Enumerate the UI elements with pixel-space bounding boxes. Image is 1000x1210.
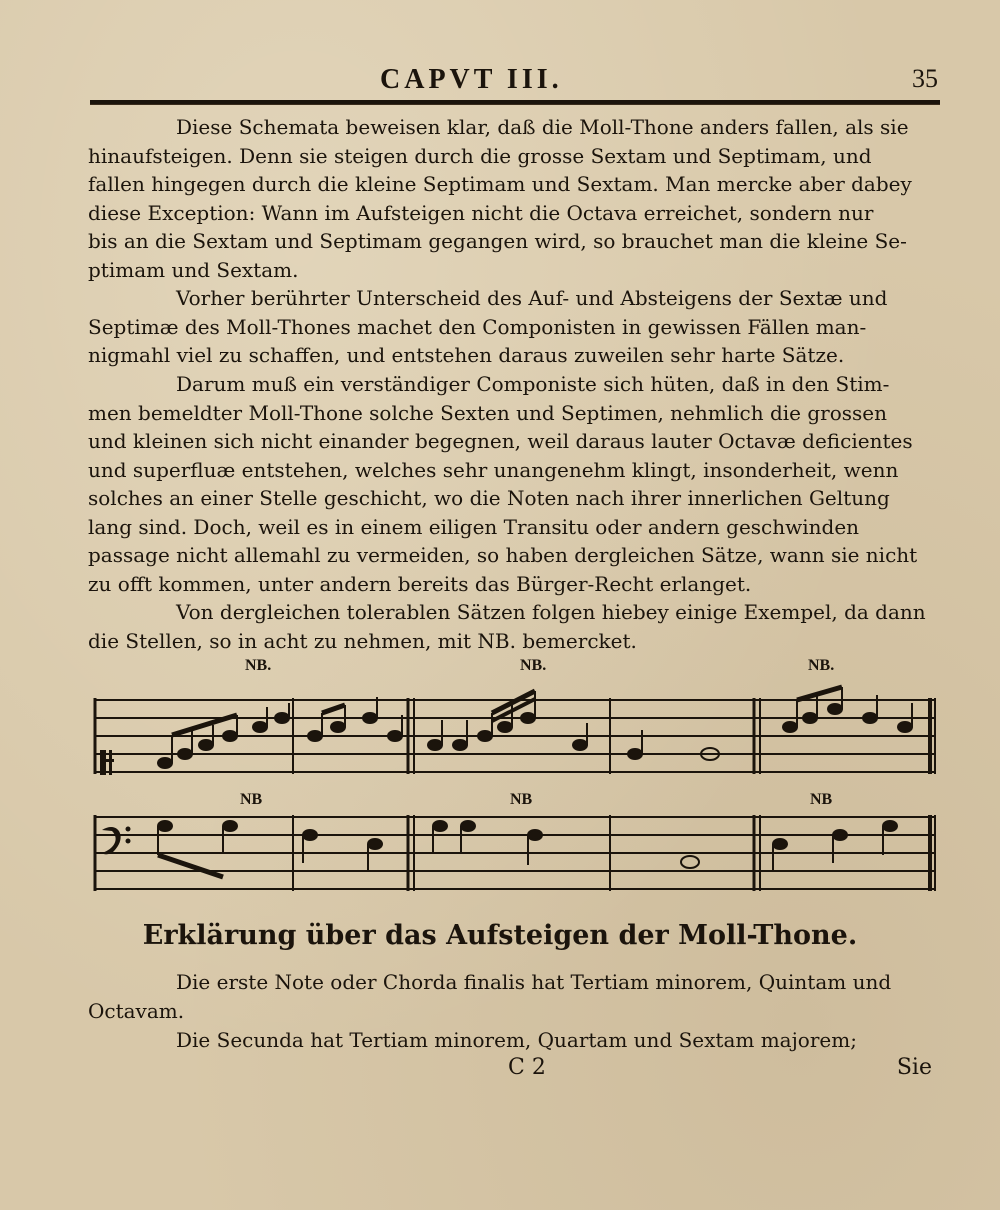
catchword: Sie (896, 1055, 932, 1080)
nb-mark: NB (810, 791, 833, 808)
text-line: bis an die Sextam und Septimam gegangen wird, so brauchet man die kleine Se- (88, 229, 907, 253)
bass-notes (158, 821, 897, 877)
nb-mark: NB. (520, 657, 547, 674)
text-line: und superfluæ entstehen, welches sehr unangenehm klingt, insonderheit, wenn (88, 457, 899, 482)
paragraph-2 (88, 284, 940, 370)
nb-mark: NB. (808, 657, 835, 674)
text-line: Septimæ des Moll-Thones machet den Componisten in gewissen Fällen man- (88, 314, 867, 339)
paragraph-3 (88, 370, 940, 598)
signature-mark: C 2 (508, 1055, 546, 1080)
text-line: diese Exception: Wann im Aufsteigen nicht die Octava erreichet, sondern nur (88, 200, 874, 225)
page-footer (88, 1055, 940, 1085)
text-line: nigmahl viel zu schaffen, und entstehen daraus zuweilen sehr harte Sätze. (88, 343, 845, 367)
music-example (90, 655, 938, 895)
nb-mark: NB (510, 791, 533, 808)
explanation-paragraph-2 (88, 1026, 940, 1055)
text-line: Octavam. (88, 998, 185, 1023)
text-line: zu offt kommen, unter andern bereits das Bürger-Recht erlanget. (88, 571, 752, 596)
text-line: solches an einer Stelle geschicht, wo die Noten nach ihrer innerlichen Geltung (88, 486, 890, 510)
text-line: Diese Schemata beweisen klar, daß die Moll-Thone anders fallen, als sie (176, 115, 909, 139)
header-rule (90, 100, 940, 105)
text-line: lang sind. Doch, weil es in einem eiligen Transitu oder andern geschwinden (88, 514, 860, 539)
text-line: Vorher berührter Unterscheid des Auf- und Absteigens der Sextæ und (176, 286, 888, 310)
text-line: ptimam und Sextam. (88, 257, 299, 282)
paragraph-1 (88, 113, 940, 284)
nb-mark: NB. (245, 657, 272, 674)
explanation-paragraph-1 (88, 968, 940, 1025)
text-line: und kleinen sich nicht einander begegnen, weil daraus lauter Octavæ deficientes (88, 429, 913, 453)
bass-clef (102, 827, 131, 855)
running-title: CAPVT III. (380, 64, 563, 95)
paragraph-4 (88, 598, 940, 655)
text-line: Von dergleichen tolerablen Sätzen folgen hiebey einige Exempel, da dann (176, 600, 926, 624)
page-number: 35 (912, 64, 938, 93)
text-line: fallen hingegen durch die kleine Septimam und Sextam. Man mercke aber dabey (88, 172, 912, 196)
text-line: men bemeldter Moll-Thone solche Sexten und Septimen, nehmlich die grossen (88, 400, 887, 425)
bass-staff (95, 815, 935, 891)
text-line: hinaufsteigen. Denn sie steigen durch die grosse Sextam und Septimam, und (88, 143, 872, 168)
text-line: Darum muß ein verständiger Componiste sich hüten, daß in den Stim- (176, 372, 890, 396)
text-line: die Stellen, so in acht zu nehmen, mit NB. bemercket. (88, 628, 637, 653)
text-line: passage nicht allemahl zu vermeiden, so haben dergleichen Sätze, wann sie nicht (88, 543, 918, 567)
text-line: Die Secunda hat Tertiam minorem, Quartam und Sextam majorem; (176, 1028, 857, 1052)
page-header (0, 60, 1000, 100)
music-staves (90, 655, 938, 895)
text-line: Die erste Note oder Chorda finalis hat Tertiam minorem, Quintam und (176, 970, 892, 994)
section-heading: Erklärung über das Aufsteigen der Moll-Thone. (142, 920, 858, 951)
nb-mark: NB (240, 791, 263, 808)
